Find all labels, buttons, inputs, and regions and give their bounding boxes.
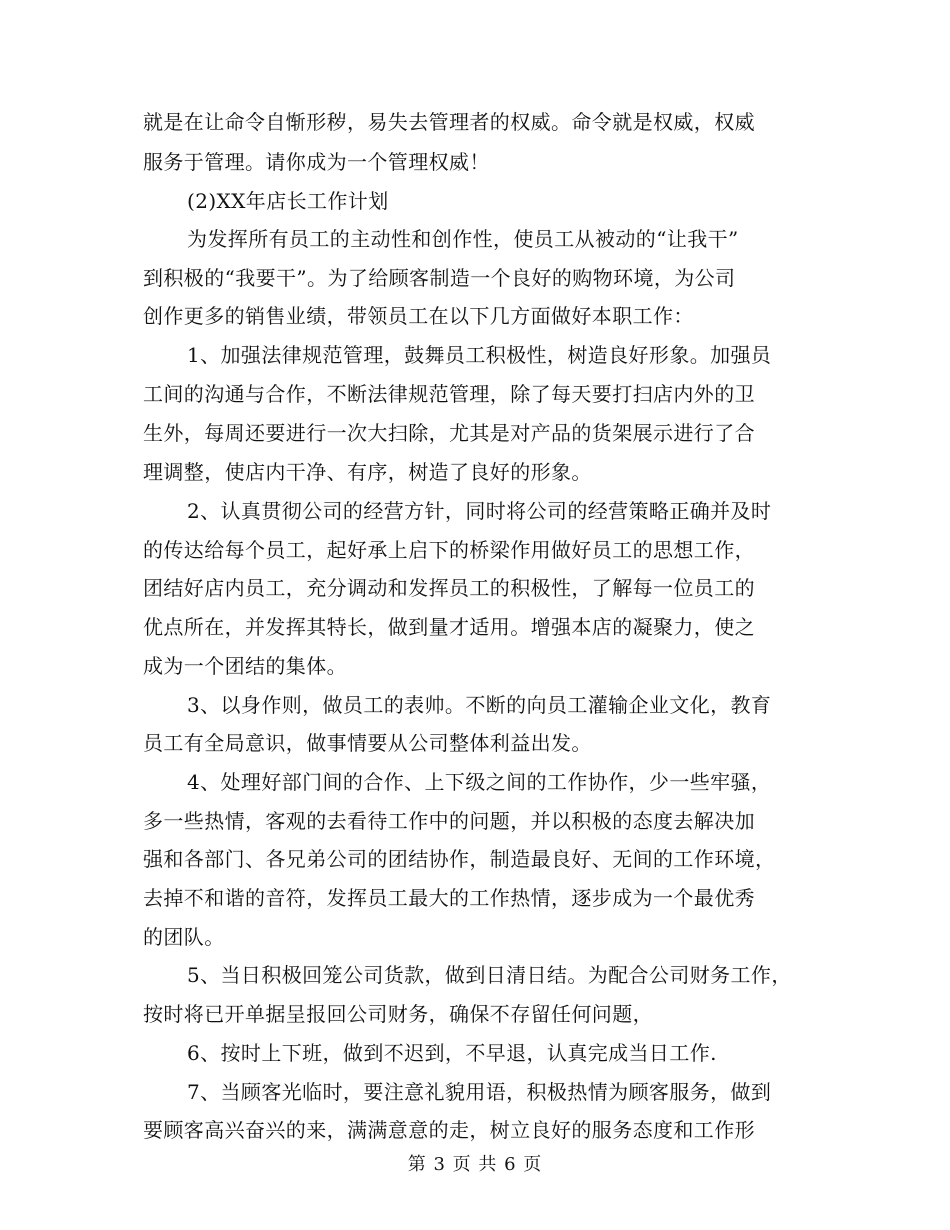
paragraph-line: 团结好店内员工，充分调动和发挥员工的积极性，了解每一位员工的 [143, 576, 755, 600]
list-item-line: 7、当顾客光临时，要注意礼貌用语，积极热情为顾客服务，做到 [187, 1080, 772, 1104]
paragraph-line: 成为一个团结的集体。 [143, 654, 347, 678]
paragraph-line: 理调整，使店内干净、有序，树造了良好的形象。 [143, 460, 592, 484]
paragraph-line: 工间的沟通与合作，不断法律规范管理，除了每天要打扫店内外的卫 [143, 382, 755, 406]
list-item-line: 6、按时上下班，做到不迟到，不早退，认真完成当日工作. [187, 1041, 717, 1065]
list-item-line: 1、加强法律规范管理，鼓舞员工积极性，树造良好形象。加强员 [187, 343, 772, 367]
paragraph-line: 为发挥所有员工的主动性和创作性，使员工从被动的“让我干” [187, 227, 739, 251]
paragraph-line: 多一些热情，客观的去看待工作中的问题，并以积极的态度去解决加 [143, 809, 755, 833]
paragraph-line: 服务于管理。请你成为一个管理权威！ [143, 150, 490, 174]
paragraph-line: 去掉不和谐的音符，发挥员工最大的工作热情，逐步成为一个最优秀 [143, 886, 755, 910]
paragraph-line: 按时将已开单据呈报回公司财务，确保不存留任何问题， [143, 1002, 653, 1026]
paragraph-line: 创作更多的销售业绩，带领员工在以下几方面做好本职工作： [143, 304, 694, 328]
paragraph-line: 员工有全局意识，做事情要从公司整体利益出发。 [143, 731, 592, 755]
list-item-line: 2、认真贯彻公司的经营方针，同时将公司的经营策略正确并及时 [187, 499, 772, 523]
paragraph-line: 强和各部门、各兄弟公司的团结协作，制造最良好、无间的工作环境， [143, 847, 776, 871]
paragraph-line: 生外，每周还要进行一次大扫除，尤其是对产品的货架展示进行了合 [143, 421, 755, 445]
paragraph-line: 到积极的“我要干”。为了给顾客制造一个良好的购物环境，为公司 [143, 266, 736, 290]
list-item-line: 4、处理好部门间的合作、上下级之间的工作协作，少一些牢骚， [187, 770, 772, 794]
paragraph-line: 就是在让命令自惭形秽，易失去管理者的权威。命令就是权威，权威 [143, 110, 755, 134]
paragraph-line: 的团队。 [143, 925, 225, 949]
section-heading: (2)XX年店长工作计划 [187, 189, 389, 213]
page-number: 第 3 页 共 6 页 [407, 1154, 543, 1175]
list-item-line: 3、以身作则，做员工的表帅。不断的向员工灌输企业文化，教育 [187, 693, 772, 717]
list-item-line: 5、当日积极回笼公司货款，做到日清日结。为配合公司财务工作， [187, 963, 792, 987]
paragraph-line: 的传达给每个员工，起好承上启下的桥梁作用做好员工的思想工作， [143, 538, 755, 562]
paragraph-line: 要顾客高兴奋兴的来，满满意意的走，树立良好的服务态度和工作形 [143, 1118, 755, 1142]
paragraph-line: 优点所在，并发挥其特长，做到量才适用。增强本店的凝聚力，使之 [143, 615, 755, 639]
